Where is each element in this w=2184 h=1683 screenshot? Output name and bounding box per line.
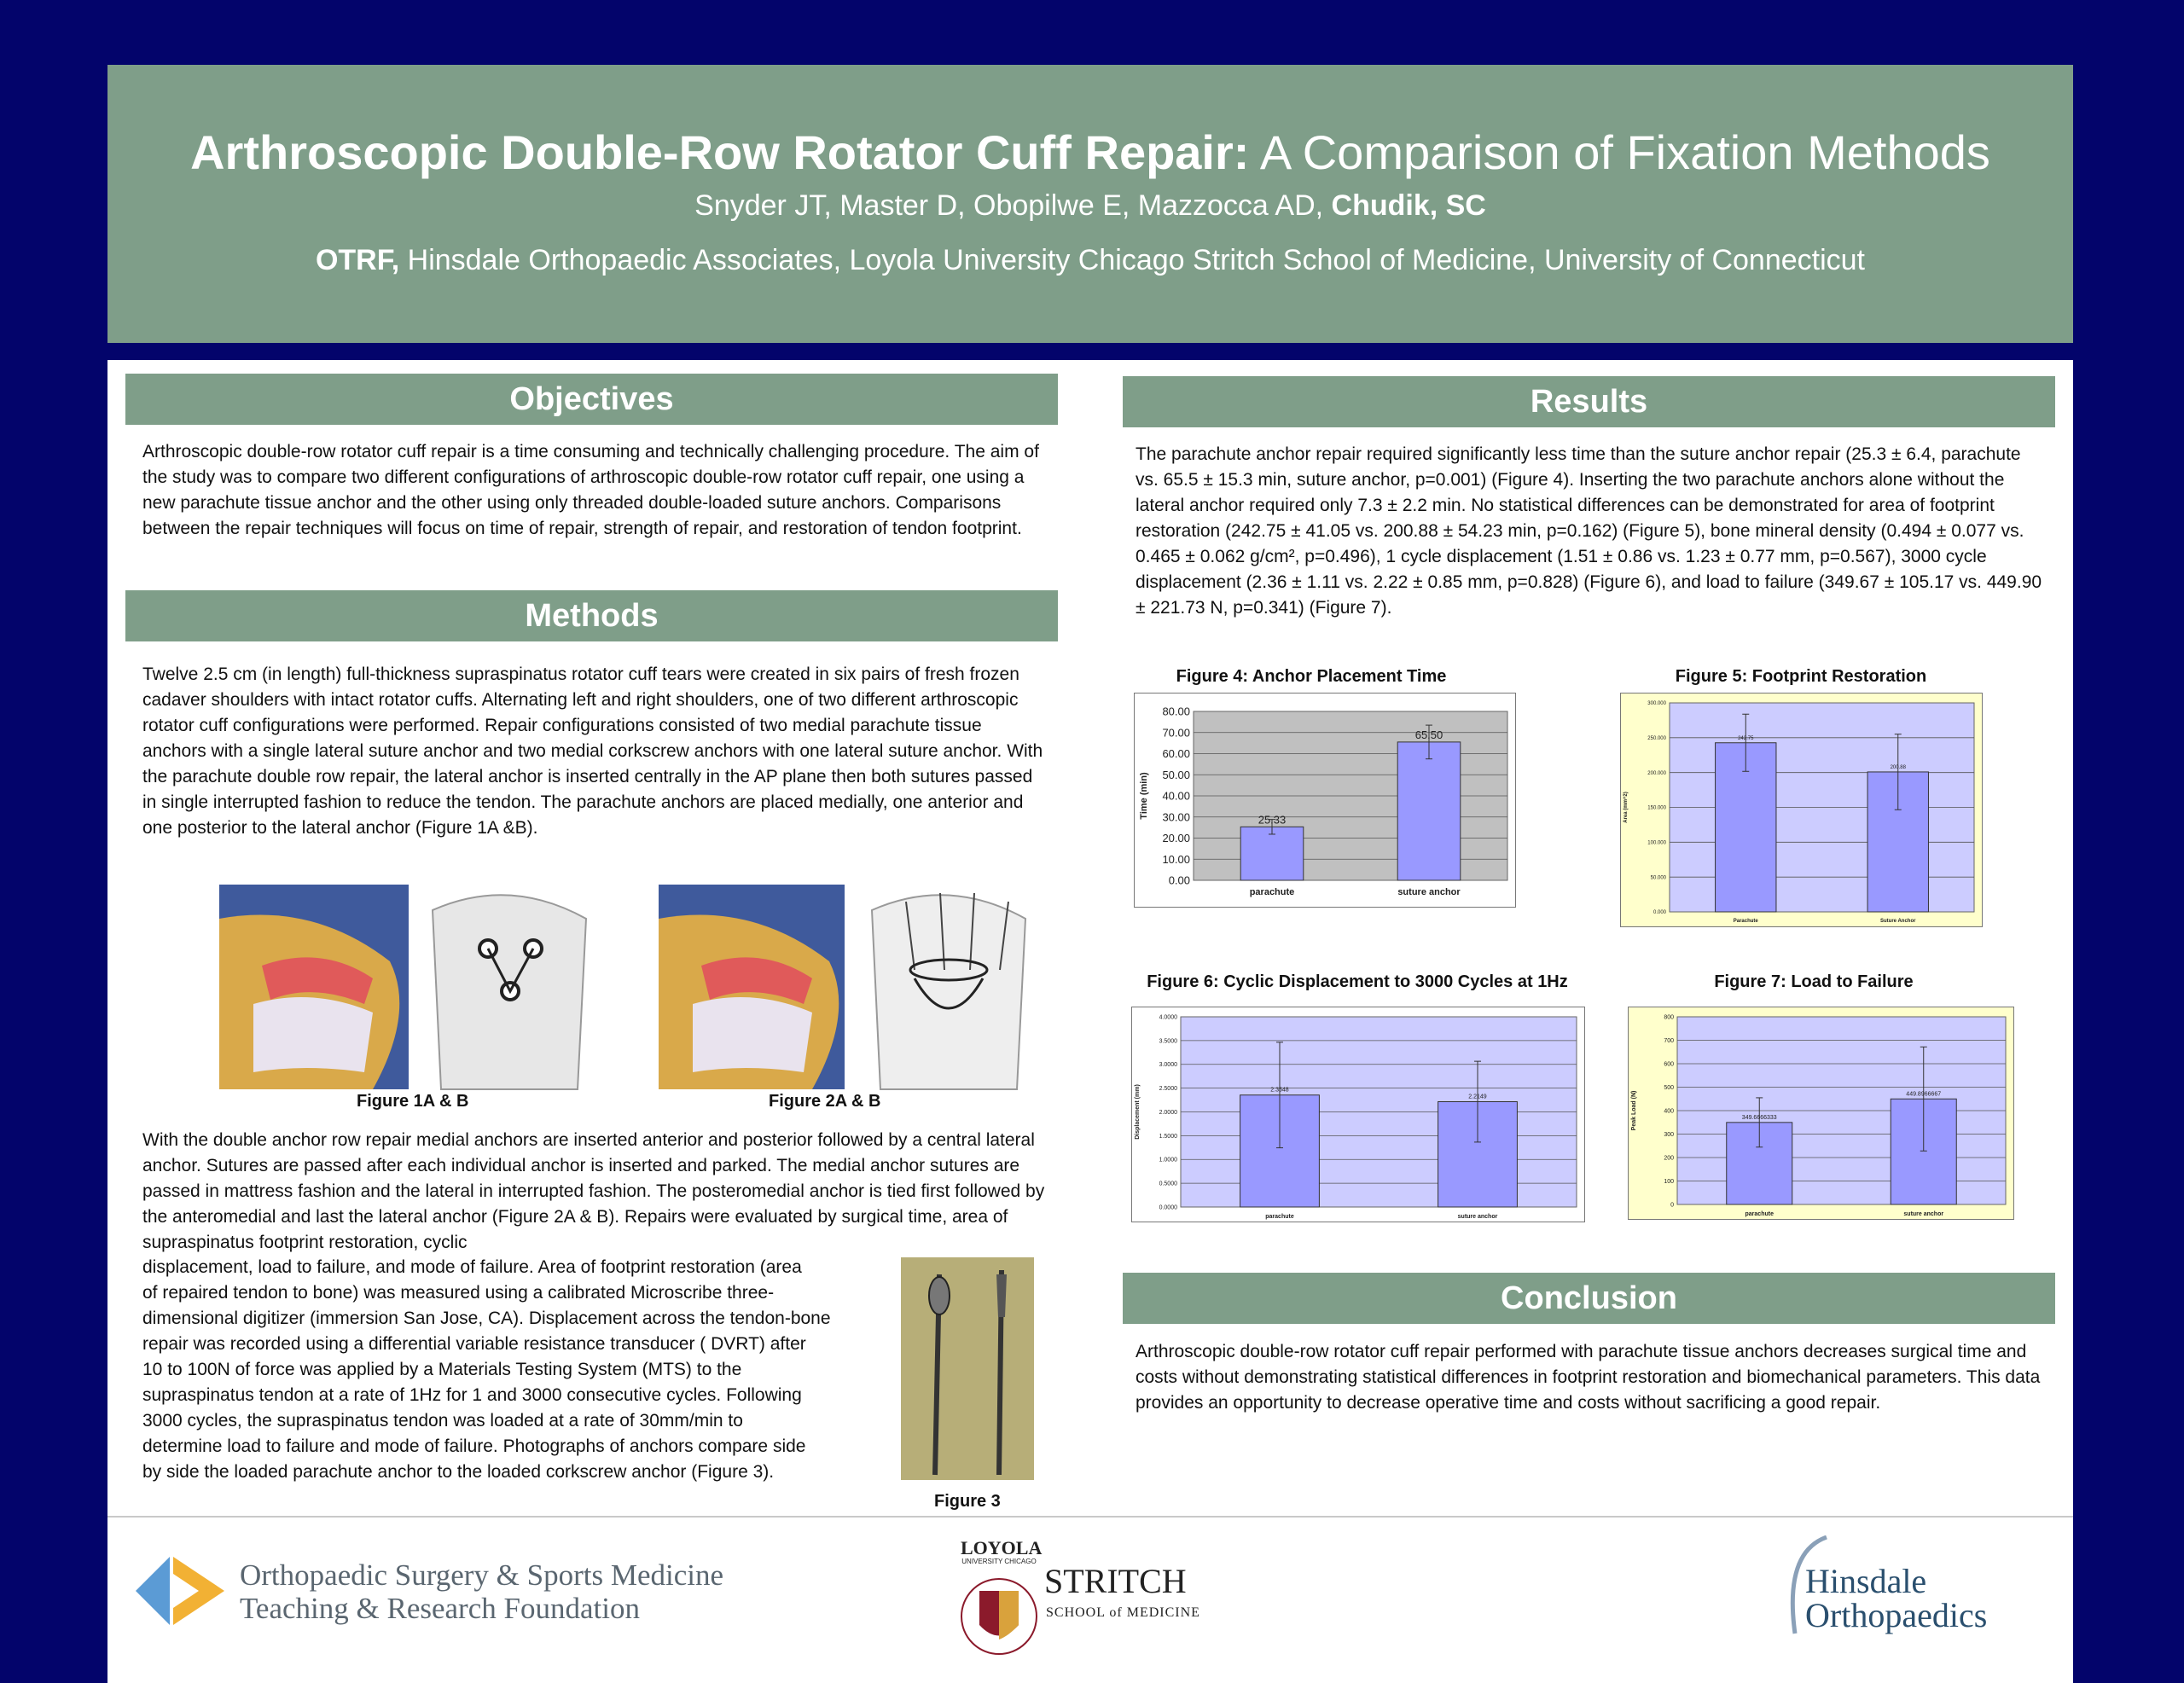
fig4-chart	[1134, 693, 1516, 908]
fig4-title: Figure 4: Anchor Placement Time	[1176, 667, 1447, 686]
y-tick-label: 0.00	[1168, 873, 1190, 887]
x-tick-label: Parachute	[1733, 919, 1758, 924]
objectives-text: Arthroscopic double-row rotator cuff repair is a time consuming and technically challenging procedure. The aim of the study was to compare two different configurations of arthroscopic double-row rotator cuff repair, one using a new parachute tissue anchor and the other using only threaded double-loaded suture anchors. Comparisons between the repair techniques will focus on time of repair, strength of repair, and restoration of tendon footprint.	[142, 442, 1039, 538]
y-tick-label: 1.0000	[1159, 1157, 1177, 1164]
x-tick-label: suture anchor	[1397, 887, 1461, 897]
otrf-logo-mark	[136, 1554, 225, 1628]
figure-2-caption: Figure 2A & B	[769, 1092, 881, 1111]
bar	[1397, 742, 1461, 880]
stritch-wordmark: STRITCH	[1044, 1562, 1187, 1600]
footer-divider	[107, 1516, 2073, 1518]
y-tick-label: 500	[1664, 1084, 1674, 1091]
y-tick-label: 700	[1664, 1037, 1674, 1044]
results-heading: Results	[1123, 376, 2055, 427]
loyola-subtitle: UNIVERSITY CHICAGO	[961, 1558, 1037, 1565]
conclusion-heading: Conclusion	[1123, 1273, 2055, 1324]
y-tick-label: 10.00	[1162, 852, 1190, 866]
data-label: 2.3548	[1270, 1087, 1289, 1094]
y-tick-label: 400	[1664, 1108, 1674, 1115]
y-tick-label: 600	[1664, 1061, 1674, 1068]
data-label: 349.6666333	[1741, 1114, 1777, 1121]
x-tick-label: suture anchor	[1903, 1211, 1944, 1217]
methods-text-3: displacement, load to failure, and mode of failure. Area of footprint restoration (area of repaired tendon to bone) was measured using a calibrated Microscribe three- dimensional digitizer (immersion San Jose, CA). Displacement across the tendon-bone repair was recorded using a differential variable resistance transducer ( DVRT) after 10 to 100N of force was applied by a Materials Testing System (MTS) to the supraspinatus tendon at a rate of 1Hz for 1 and 3000 consecutive cycles. Following 3000 cycles, the supraspinatus tendon was loaded at a rate of 30mm/min to determine load to failure and mode of failure. Photographs of anchors compare side by side the loaded parachute anchor to the loaded corkscrew anchor (Figure 3).	[142, 1257, 831, 1482]
methods-heading: Methods	[125, 590, 1058, 641]
y-tick-label: 200	[1664, 1155, 1674, 1162]
x-tick-label: parachute	[1249, 887, 1295, 897]
y-tick-label: 50.00	[1162, 768, 1190, 781]
hinsdale-logo	[1780, 1535, 2061, 1655]
loyola-seal	[961, 1570, 1037, 1663]
y-tick-label: 4.0000	[1159, 1014, 1177, 1021]
y-tick-label: 100.000	[1647, 840, 1666, 846]
methods-text-1: Twelve 2.5 cm (in length) full-thickness supraspinatus rotator cuff tears were created in six pairs of fresh frozen cadaver shoulders with intact rotator cuffs. Alternating left and right shoulders, one of two different arthroscopic rotator cuff configurations were performed. Repair configurations consisted of two medial parachute tissue anchors with a single lateral suture anchor and two medial corkscrew anchors with one lateral suture anchor. With the parachute double row repair, the lateral anchor is inserted centrally in the AP plane then both sutures passed in single interrupted fashion to reduce the tendon. The parachute anchors are placed medially, one anterior and one posterior to the lateral anchor (Figure 1A &B).	[142, 664, 1043, 838]
y-tick-label: 50.000	[1650, 875, 1666, 881]
y-tick-label: 3.5000	[1159, 1038, 1177, 1045]
y-tick-label: 100	[1664, 1178, 1674, 1185]
poster-title: Arthroscopic Double-Row Rotator Cuff Repair: A Comparison of Fixation Methods	[190, 125, 1990, 179]
figure-1-caption: Figure 1A & B	[357, 1092, 469, 1111]
x-tick-label: parachute	[1745, 1211, 1774, 1217]
y-axis-label: Time (min)	[1139, 772, 1149, 820]
affiliations: OTRF, Hinsdale Orthopaedic Associates, Loyola University Chicago Stritch School of Medicine, University of Connecticut	[315, 244, 1866, 276]
y-tick-label: 0.0000	[1159, 1204, 1177, 1211]
hinsdale-name-line2: Orthopaedics	[1805, 1596, 1988, 1634]
bar	[1240, 827, 1304, 880]
y-tick-label: 200.000	[1647, 770, 1666, 776]
poster-header	[107, 65, 2073, 343]
loyola-wordmark: LOYOLA	[961, 1537, 1043, 1558]
y-tick-label: 60.00	[1162, 747, 1190, 761]
y-tick-label: 70.00	[1162, 726, 1190, 740]
y-tick-label: 0.000	[1653, 910, 1666, 916]
fig5-chart	[1620, 693, 1983, 927]
otrf-name-line1: Orthopaedic Surgery & Sports Medicine	[240, 1558, 724, 1592]
fig7-title: Figure 7: Load to Failure	[1714, 972, 1914, 991]
y-tick-label: 300	[1664, 1131, 1674, 1138]
y-tick-label: 30.00	[1162, 810, 1190, 824]
y-tick-label: 40.00	[1162, 789, 1190, 803]
loyola-stritch-logo	[961, 1537, 1234, 1665]
y-tick-label: 0	[1670, 1202, 1674, 1209]
otrf-logo	[136, 1554, 818, 1631]
y-axis-label: Peak Load (N)	[1631, 1090, 1637, 1131]
fig6-title: Figure 6: Cyclic Displacement to 3000 Cycles at 1Hz	[1147, 972, 1568, 991]
otrf-name-line2: Teaching & Research Foundation	[240, 1592, 640, 1625]
x-tick-label: suture anchor	[1457, 1214, 1498, 1220]
hinsdale-name-line1: Hinsdale	[1805, 1562, 1927, 1600]
y-axis-label: Area (mm^2)	[1623, 792, 1629, 823]
poster-body	[107, 360, 2073, 1683]
stritch-subtitle: SCHOOL of MEDICINE	[1046, 1605, 1200, 1620]
y-tick-label: 150.000	[1647, 805, 1666, 811]
data-label: 2.2149	[1468, 1094, 1487, 1100]
figure-2-illustration	[659, 885, 1041, 1109]
x-tick-label: parachute	[1265, 1214, 1294, 1220]
data-label: 65.50	[1414, 728, 1443, 741]
figure-3-photo	[901, 1257, 1034, 1480]
y-axis-label: Displacement (mm)	[1135, 1084, 1141, 1140]
data-label: 449.8966667	[1906, 1091, 1942, 1098]
y-tick-label: 20.00	[1162, 832, 1190, 845]
authors: Snyder JT, Master D, Obopilwe E, Mazzocca AD, Chudik, SC	[694, 189, 1486, 222]
methods-text-2: With the double anchor row repair medial anchors are inserted anterior and posterior followed by a central lateral anchor. Sutures are passed after each individual anchor is inserted and parked. The medial anchor sutures are passed in mattress fashion and the lateral in interrupted fashion. The posteromedial anchor is tied first followed by the anteromedial and last the lateral anchor (Figure 2A & B). Repairs were evaluated by surgical time, area of supraspinatus footprint restoration, cyclic	[142, 1130, 1045, 1252]
y-tick-label: 3.0000	[1159, 1062, 1177, 1069]
fig5-title: Figure 5: Footprint Restoration	[1675, 667, 1927, 686]
figure-3-caption: Figure 3	[934, 1492, 1001, 1511]
y-tick-label: 300.000	[1647, 701, 1666, 707]
data-label: 25.33	[1258, 813, 1287, 827]
fig7-chart	[1628, 1007, 2014, 1220]
y-tick-label: 1.5000	[1159, 1133, 1177, 1140]
y-tick-label: 80.00	[1162, 705, 1190, 718]
results-text: The parachute anchor repair required significantly less time than the suture anchor repair (25.3 ± 6.4, parachute vs. 65.5 ± 15.3 min, suture anchor, p=0.001) (Figure 4). Inserting the two parachute anchors alone without the lateral anchor required only 7.3 ± 2.2 min. No statistical differences can be demonstrated for area of footprint restoration (242.75 ± 41.05 vs. 200.88 ± 54.23 min, p=0.162) (Figure 5), bone mineral density (0.494 ± 0.077 vs. 0.465 ± 0.062 g/cm², p=0.496), 1 cycle displacement (1.51 ± 0.86 vs. 1.23 ± 0.77 mm, p=0.567), 3000 cycle displacement (2.36 ± 1.11 vs. 2.22 ± 0.85 mm, p=0.828) (Figure 6), and load to failure (349.67 ± 105.17 vs. 449.90 ± 221.73 N, p=0.341) (Figure 7).	[1136, 444, 2042, 618]
y-tick-label: 0.5000	[1159, 1181, 1177, 1187]
conclusion-text: Arthroscopic double-row rotator cuff repair performed with parachute tissue anchors decreases surgical time and costs without demonstrating statistical differences in footprint restoration and biomechanical parameters. This data provides an opportunity to decrease operative time and costs without sacrificing a good repair.	[1136, 1342, 2041, 1413]
y-tick-label: 800	[1664, 1014, 1674, 1021]
y-tick-label: 250.000	[1647, 735, 1666, 741]
data-label: 200.88	[1890, 764, 1906, 770]
fig6-chart	[1131, 1007, 1585, 1222]
x-tick-label: Suture Anchor	[1880, 919, 1916, 924]
objectives-heading: Objectives	[125, 374, 1058, 425]
figure-1-illustration	[219, 885, 603, 1109]
y-tick-label: 2.0000	[1159, 1109, 1177, 1116]
data-label: 242.75	[1738, 735, 1754, 741]
y-tick-label: 2.5000	[1159, 1086, 1177, 1093]
